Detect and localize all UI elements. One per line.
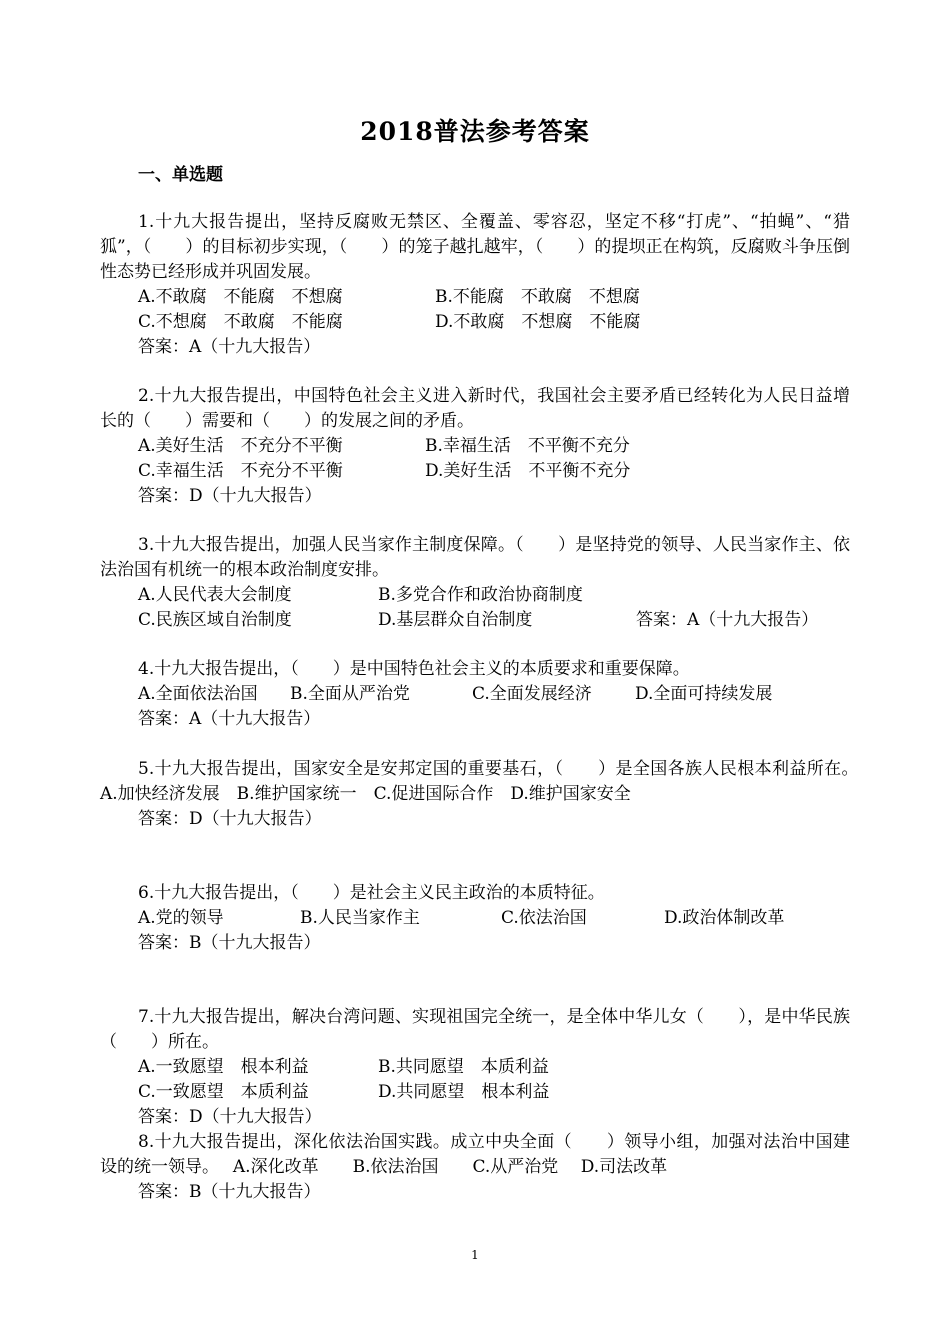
option-a: A.党的领导 [138,908,224,928]
option-d: D.不敢腐 不想腐 不能腐 [435,312,641,332]
answer: 答案：B（十九大报告） [138,933,321,953]
options-row [100,682,850,707]
options-row [100,583,850,608]
option-a: A.一致愿望 根本利益 [138,1057,309,1077]
question-stem: 5.十九大报告提出，国家安全是安邦定国的重要基石，（ ）是全国各族人民根本利益所在。 A.加快经济发展 B.维护国家统一 C.促进国际合作 D.维护国家安全 [100,759,884,804]
question-4 [100,657,850,732]
question-stem: 1.十九大报告提出，坚持反腐败无禁区、全覆盖、零容忍，坚定不移“打虎”、“拍蝇”、“猎狐”，（ ）的目标初步实现，（ ）的笼子越扎越牢，（ ）的提坝正在构筑，反腐败斗争压倒性态势已经形成并巩固发展。 [100,212,850,282]
answer: 答案：A（十九大报告） [138,337,321,357]
question-stem: 3.十九大报告提出，加强人民当家作主制度保障。（ ）是坚持党的领导、人民当家作主、依法治国有机统一的根本政治制度安排。 [100,535,850,580]
options-row [100,434,850,459]
answer: 答案：D（十九大报告） [138,809,322,829]
page-title: 2018普法参考答案 [360,117,590,146]
options-row [100,1080,850,1105]
option-b: B.不能腐 不敢腐 不想腐 [435,287,640,307]
options-row [100,310,850,335]
question-7 [100,1005,850,1130]
option-d: D.共同愿望 根本利益 [378,1082,550,1102]
option-d: D.基层群众自治制度 [378,610,533,630]
section-heading: 一、单选题 [138,165,223,185]
option-a: A.人民代表大会制度 [138,585,292,605]
question-stem: 6.十九大报告提出，（ ）是社会主义民主政治的本质特征。 [138,883,605,903]
options-row [100,1055,850,1080]
options-row [100,459,850,484]
option-c: C.依法治国 [501,908,587,928]
answer: 答案：B（十九大报告） [138,1182,321,1202]
option-d: D.全面可持续发展 [635,684,773,704]
option-a: A.不敢腐 不能腐 不想腐 [138,287,343,307]
option-b: B.共同愿望 本质利益 [378,1057,549,1077]
option-a: A.全面依法治国 [138,684,258,704]
option-d: D.美好生活 不平衡不充分 [425,461,631,481]
page-number: 1 [471,1248,479,1262]
options-row [100,906,850,931]
options-row [100,608,850,633]
question-6 [100,881,850,956]
answer: 答案：A（十九大报告） [636,610,819,630]
option-c: C.不想腐 不敢腐 不能腐 [138,312,343,332]
question-5 [100,757,884,832]
option-b: B.全面从严治党 [290,684,410,704]
question-stem: 7.十九大报告提出，解决台湾问题、实现祖国完全统一，是全体中华儿女（ ），是中华民族（ ）所在。 [100,1007,850,1052]
option-b: B.多党合作和政治协商制度 [378,585,583,605]
question-1 [100,210,850,360]
option-b: B.幸福生活 不平衡不充分 [425,436,630,456]
question-8 [100,1130,850,1205]
option-a: A.美好生活 不充分不平衡 [138,436,343,456]
answer: 答案：D（十九大报告） [138,486,322,506]
options-row [100,285,850,310]
question-stem: 2.十九大报告提出，中国特色社会主义进入新时代，我国社会主要矛盾已经转化为人民日益增长的（ ）需要和（ ）的发展之间的矛盾。 [100,386,850,431]
option-c: C.幸福生活 不充分不平衡 [138,461,343,481]
question-stem: 8.十九大报告提出，深化依法治国实践。成立中央全面（ ）领导小组，加强对法治中国建设的统一领导。 A.深化改革 B.依法治国 C.从严治党 D.司法改革 [100,1132,850,1177]
option-c: C.全面发展经济 [472,684,592,704]
question-stem: 4.十九大报告提出，（ ）是中国特色社会主义的本质要求和重要保障。 [138,659,690,679]
option-c: C.民族区域自治制度 [138,610,292,630]
answer: 答案：D（十九大报告） [138,1107,322,1127]
option-c: C.一致愿望 本质利益 [138,1082,309,1102]
question-3 [100,533,850,633]
option-b: B.人民当家作主 [300,908,420,928]
answer: 答案：A（十九大报告） [138,709,321,729]
question-2 [100,384,850,509]
option-d: D.政治体制改革 [664,908,785,928]
